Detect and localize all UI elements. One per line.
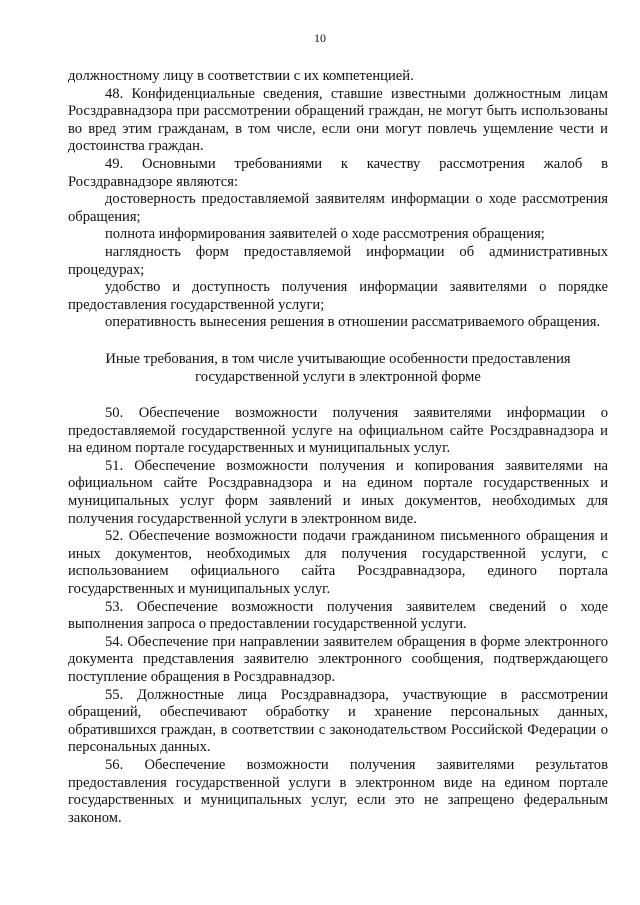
paragraph-51: 51. Обеспечение возможности получения и копирования заявителями на официальном сайте Росздравнадзора и на едином портале государственных и муниципальных услуг форм заявлений и иных документов, необходимых для получения государственной услуги в электронном виде. <box>68 457 608 527</box>
paragraph-56: 56. Обеспечение возможности получения заявителями результатов предоставления государственной услуги в электронном виде на едином портале государственных и муниципальных услуг, если это не запрещено федеральным законом. <box>68 756 608 826</box>
document-body <box>68 68 608 827</box>
section-heading: Иные требования, в том числе учитывающие особенности предоставления государственной услуги в электронной форме <box>105 350 571 385</box>
paragraph-48: 48. Конфиденциальные сведения, ставшие известными должностным лицам Росздравнадзора при рассмотрении обращений граждан, не могут быть использованы во вред этим гражданам, в том числе, если они могут повлечь ущемление чести и достоинства граждан. <box>68 85 608 155</box>
paragraph-50: 50. Обеспечение возможности получения заявителями информации о предоставляемой государственной услуге на официальном сайте Росздравнадзора и на едином портале государственных и муниципальных услуг. <box>68 405 608 457</box>
list-item-completeness: полнота информирования заявителей о ходе рассмотрения обращения; <box>105 226 545 243</box>
list-item-reliability: достоверность предоставляемой заявителям информации о ходе рассмотрения обращения; <box>68 191 608 225</box>
paragraph-54: 54. Обеспечение при направлении заявителем обращения в форме электронного документа представления заявителю электронного сообщения, подтверждающего поступление обращения в Росздравнадзор. <box>68 633 608 685</box>
paragraph-53: 53. Обеспечение возможности получения заявителем сведений о ходе выполнения запроса о предоставлении государственной услуги. <box>68 598 608 633</box>
list-item-promptness: оперативность вынесения решения в отношении рассматриваемого обращения. <box>105 314 601 331</box>
page-number: 10 <box>314 31 326 45</box>
paragraph-55: 55. Должностные лица Росздравнадзора, участвующие в рассмотрении обращений, обеспечивают обработку и хранение персональных данных, обратившихся граждан, в соответствии с законодательством Российской Федерации о персональных данных. <box>68 686 608 756</box>
paragraph-49: 49. Основными требованиями к качеству рассмотрения жалоб в Росздравнадзоре являются: <box>68 155 608 190</box>
list-item-convenience: удобство и доступность получения информации заявителями о порядке предоставления государственной услуги; <box>68 279 608 313</box>
list-item-clarity: наглядность форм предоставляемой информации об административных процедурах; <box>68 243 608 278</box>
paragraph-52: 52. Обеспечение возможности подачи гражданином письменного обращения и иных документов, необходимых для получения государственной услуги, с использованием официального сайта Росздравнадзора, единого портала государственных и муниципальных услуг. <box>68 528 608 598</box>
paragraph-continuation: должностному лицу в соответствии с их компетенцией. <box>68 68 414 84</box>
